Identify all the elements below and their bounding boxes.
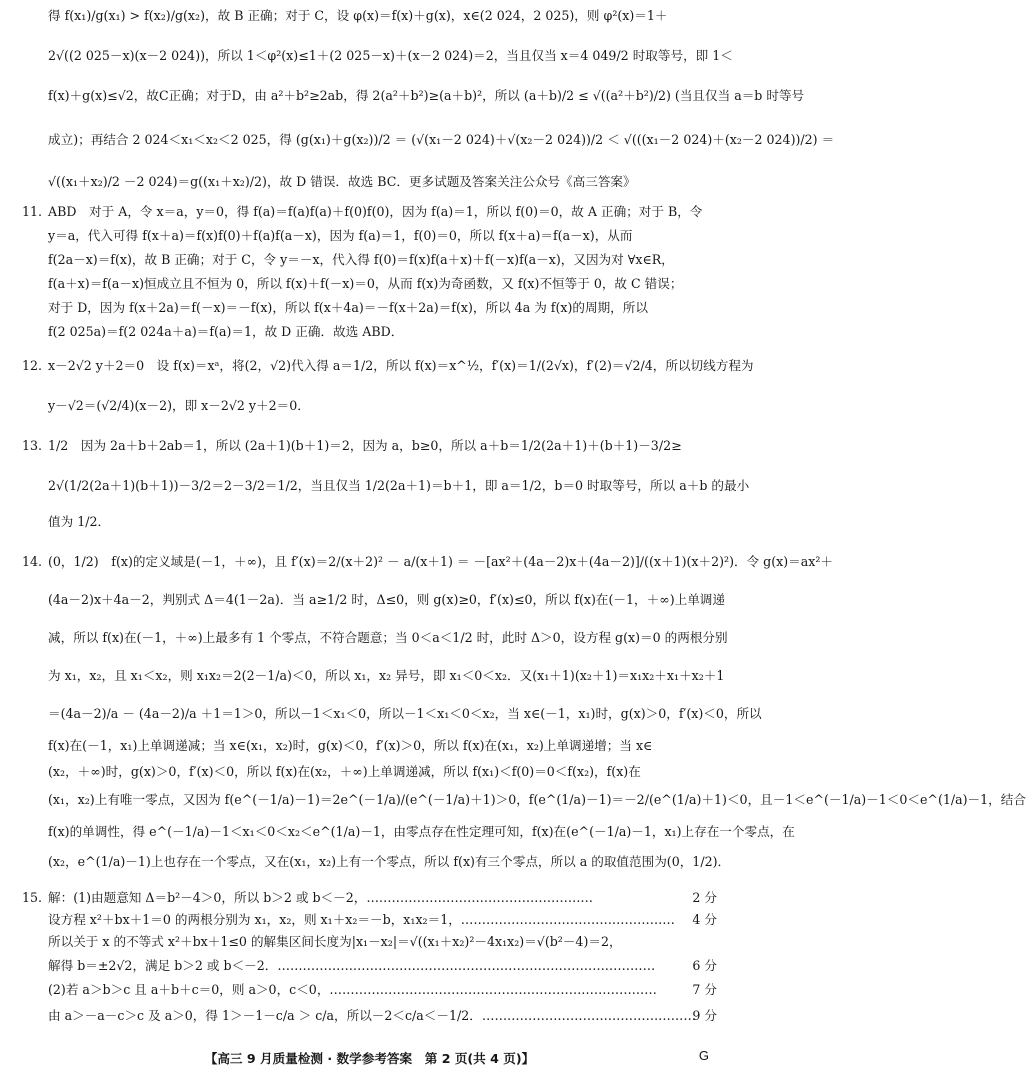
text-line: f(x)在(－1，x₁)上单调递减；当 x∈(x₁，x₂)时，g(x)＜0，f′(x)＞0，所以 f(x)在(x₁，x₂)上单调递增；当 x∈	[48, 738, 653, 753]
text-line: f(x)的单调性，得 e^(－1/a)－1＜x₁＜0＜x₂＜e^(1/a)－1，由零点存在性定理可知，f(x)在(e^(－1/a)－1，x₁)上存在一个零点，在	[48, 824, 795, 839]
problem-number: 13.	[22, 438, 43, 453]
text-line: 2√((2 025－x)(x－2 024))，所以 1＜φ²(x)≤1＋(2 025－x)＋(x－2 024)＝2，当且仅当 x＝4 049/2 时取等号，即 1＜	[48, 48, 733, 63]
text-line: 成立)；再结合 2 024＜x₁＜x₂＜2 025，得 (g(x₁)＋g(x₂))/2 ＝ (√(x₁－2 024)＋√(x₂－2 024))/2 ＜ √(((x₁－2 024)＋(x₂－2 024))/2) ＝	[48, 132, 835, 147]
text-line: 由 a＞－a－c＞c 及 a＞0，得 1＞－1－c/a ＞ c/a，所以－2＜c/a＜－1/2．……………………………………………	[48, 1008, 696, 1023]
text-line: (0，1/2) f(x)的定义域是(－1，＋∞)，且 f′(x)＝2/(x＋2)² － a/(x＋1) ＝ －[ax²＋(4a－2)x＋(4a－2)]/((x＋1)(x＋2)²)．令 g(x)＝ax²＋	[48, 554, 834, 569]
problem-number: 12.	[22, 358, 43, 373]
text-line: (2)若 a＞b＞c 且 a＋b＋c＝0，则 a＞0，c＜0，……………………………………………………………………	[48, 982, 657, 997]
text-line: 得 f(x₁)/g(x₁) > f(x₂)/g(x₂)，故 B 正确；对于 C，设 φ(x)＝f(x)＋g(x)，x∈(2 024，2 025)，则 φ²(x)＝1＋	[48, 8, 668, 23]
text-line: ABD 对于 A，令 x＝a，y＝0，得 f(a)＝f(a)f(a)＋f(0)f(0)，因为 f(a)＝1，所以 f(0)＝0，故 A 正确；对于 B，令	[48, 204, 703, 219]
text-line: √((x₁＋x₂)/2 －2 024)＝g((x₁＋x₂)/2)，故 D 错误．故选 BC．更多试题及答案关注公众号《高三答案》	[48, 174, 636, 189]
text-line: (x₁，x₂)上有唯一零点，又因为 f(e^(－1/a)－1)＝2e^(－1/a)/(e^(－1/a)＋1)＞0，f(e^(1/a)－1)＝－2/(e^(1/a)＋1)＜0，且－1＜e^(－1/a)－1＜0＜e^(1/a)－1，结合	[48, 792, 1026, 807]
text-line: 对于 D，因为 f(x＋2a)＝f(－x)＝－f(x)，所以 f(x＋4a)＝－f(x＋2a)＝f(x)，所以 4a 为 f(x)的周期，所以	[48, 300, 648, 315]
text-line: f(2 025a)＝f(2 024a＋a)＝f(a)＝1，故 D 正确．故选 ABD．	[48, 324, 404, 339]
text-line: 减，所以 f(x)在(－1，＋∞)上最多有 1 个零点，不符合题意；当 0＜a＜1/2 时，此时 Δ＞0，设方程 g(x)＝0 的两根分别	[48, 630, 728, 645]
text-line: ＝(4a－2)/a － (4a－2)/a ＋1＝1＞0，所以－1＜x₁＜0，所以－1＜x₁＜0＜x₂，当 x∈(－1，x₁)时，g(x)＞0，f′(x)＜0，所以	[48, 706, 762, 721]
text-line: f(x)＋g(x)≤√2，故C正确；对于D，由 a²＋b²≥2ab，得 2(a²＋b²)≥(a＋b)²，所以 (a＋b)/2 ≤ √((a²＋b²)/2) (当且仅当 a＝b 时等号	[48, 88, 805, 103]
text-line: x－2√2 y＋2＝0 设 f(x)＝xᵃ，将(2，√2)代入得 a＝1/2，所以 f(x)＝x^½，f′(x)＝1/(2√x)，f′(2)＝√2/4，所以切线方程为	[48, 358, 754, 373]
page-footer: 【高三 9 月质量检测 · 数学参考答案 第 2 页(共 4 页)】	[204, 1051, 535, 1066]
text-line: 为 x₁，x₂，且 x₁＜x₂，则 x₁x₂＝2(2－1/a)＜0，所以 x₁，x₂ 异号，即 x₁＜0＜x₂．又(x₁＋1)(x₂＋1)＝x₁x₂＋x₁＋x₂＋1	[48, 668, 725, 683]
score-points: 4 分	[692, 912, 717, 927]
problem-number: 11.	[22, 204, 43, 219]
text-line: f(a＋x)＝f(a－x)恒成立且不恒为 0，所以 f(x)＋f(－x)＝0，从而 f(x)为奇函数，又 f(x)不恒等于 0，故 C 错误；	[48, 276, 683, 291]
text-line: 1/2 因为 2a＋b＋2ab＝1，所以 (2a＋1)(b＋1)＝2，因为 a，b≥0，所以 a＋b＝1/2(2a＋1)＋(b＋1)－3/2≥	[48, 438, 682, 453]
problem-number: 15.	[22, 890, 43, 905]
text-line: y－√2＝(√2/4)(x－2)，即 x－2√2 y＋2＝0．	[48, 398, 310, 413]
text-line: 解：(1)由题意知 Δ＝b²－4＞0，所以 b＞2 或 b＜－2，………………………………………………	[48, 890, 594, 905]
score-points: 9 分	[692, 1008, 717, 1023]
text-line: 所以关于 x 的不等式 x²＋bx＋1≤0 的解集区间长度为|x₁－x₂|＝√((x₁＋x₂)²－4x₁x₂)＝√(b²－4)＝2，	[48, 934, 622, 949]
score-points: 7 分	[692, 982, 717, 997]
text-line: (4a－2)x＋4a－2，判别式 Δ＝4(1－2a)．当 a≥1/2 时，Δ≤0，则 g(x)≥0，f′(x)≤0，所以 f(x)在(－1，＋∞)上单调递	[48, 592, 725, 607]
problem-number: 14.	[22, 554, 43, 569]
text-line: f(2a－x)＝f(x)，故 B 正确；对于 C，令 y＝－x，代入得 f(0)＝f(x)f(a＋x)＋f(－x)f(a－x)，又因为对 ∀x∈R，	[48, 252, 674, 267]
text-line: 2√(1/2(2a＋1)(b＋1))－3/2＝2－3/2＝1/2，当且仅当 1/2(2a＋1)＝b＋1，即 a＝1/2，b＝0 时取等号，所以 a＋b 的最小	[48, 478, 750, 493]
text-line: 值为 1/2．	[48, 514, 111, 529]
score-points: 2 分	[692, 890, 717, 905]
text-line: (x₂，＋∞)时，g(x)＞0，f′(x)＜0，所以 f(x)在(x₂，＋∞)上单调递减，所以 f(x₁)＜f(0)＝0＜f(x₂)，f(x)在	[48, 764, 641, 779]
paper-version-tag: G	[698, 1048, 709, 1063]
text-line: 设方程 x²＋bx＋1＝0 的两根分别为 x₁，x₂，则 x₁＋x₂＝－b，x₁x₂＝1，……………………………………………	[48, 912, 675, 927]
text-line: y＝a，代入可得 f(x＋a)＝f(x)f(0)＋f(a)f(a－x)，因为 f(a)＝1，f(0)＝0，所以 f(x＋a)＝f(a－x)，从而	[48, 228, 633, 243]
text-line: (x₂，e^(1/a)－1)上也存在一个零点，又在(x₁，x₂)上有一个零点，所以 f(x)有三个零点，所以 a 的取值范围为(0，1/2)．	[48, 854, 731, 869]
score-points: 6 分	[692, 958, 717, 973]
text-line: 解得 b＝±2√2，满足 b＞2 或 b＜－2．………………………………………………………………………………	[48, 958, 656, 973]
